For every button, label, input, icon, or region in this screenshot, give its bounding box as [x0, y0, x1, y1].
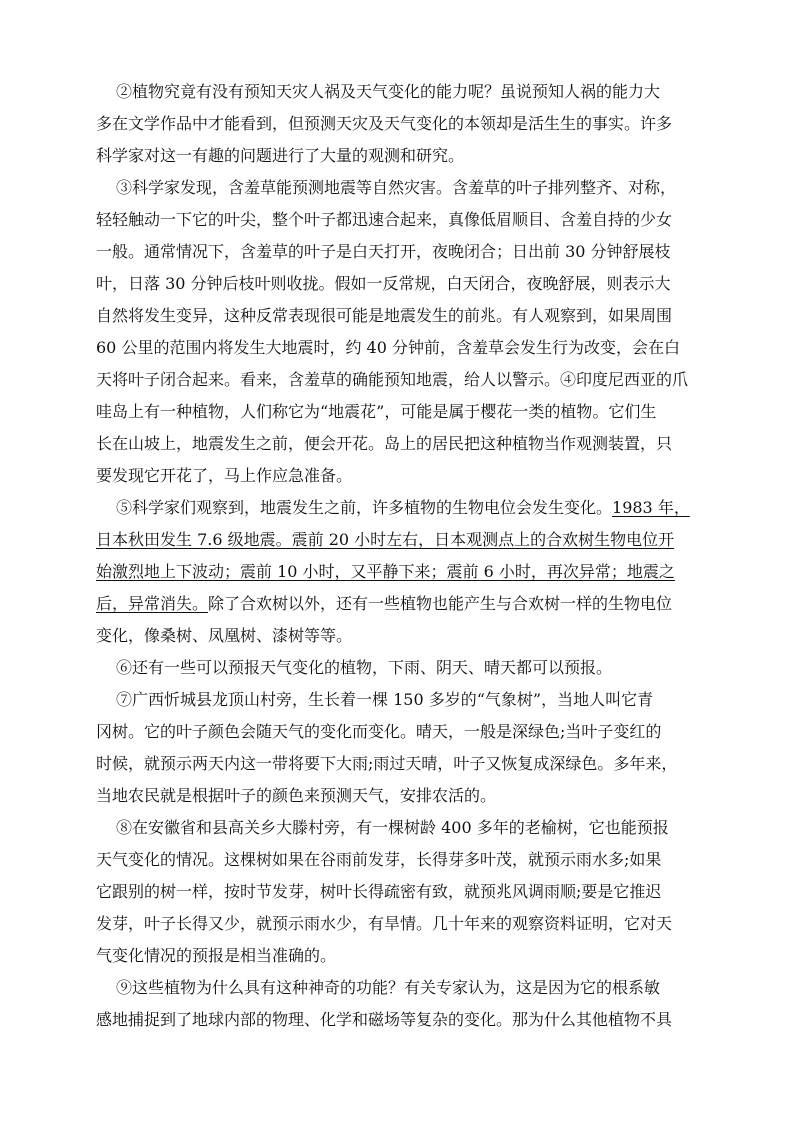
text-line: 一般。通常情况下，含羞草的叶子是白天打开，夜晚闭合；日出前 30 分钟舒展枝 — [96, 242, 671, 261]
paragraph-3 — [96, 172, 712, 492]
text-line: 科学家对这一有趣的问题进行了大量的观测和研究。 — [96, 146, 465, 165]
paragraph-8 — [96, 812, 712, 972]
text-line: 要发现它开花了，马上作应急准备。 — [96, 466, 353, 485]
text-line: ⑥还有一些可以预报天气变化的植物，下雨、阴天、晴天都可以预报。 — [116, 658, 613, 677]
text-line: 叶，日落 30 分钟后枝叶则收拢。假如一反常规，白天闭合，夜晚舒展，则表示大 — [96, 274, 671, 293]
paragraph-9 — [96, 972, 712, 1036]
text-line: 长在山坡上，地震发生之前，便会开花。岛上的居民把这种植物当作观测装置，只 — [96, 434, 673, 453]
paragraph-5 — [96, 492, 712, 652]
text-line: 变化，像桑树、凤凰树、漆树等等。 — [96, 626, 353, 645]
underlined-text: 后，异常消失。 — [96, 594, 209, 613]
text-line — [96, 556, 712, 588]
text-line: 轻轻触动一下它的叶尖，整个叶子都迅速合起来，真像低眉顺目、含羞自持的少女 — [96, 210, 673, 229]
text-line: 感地捕捉到了地球内部的物理、化学和磁场等复杂的变化。那为什么其他植物不具 — [96, 1010, 673, 1029]
text-line: 哇岛上有一种植物，人们称它为“地震花”，可能是属于樱花一类的植物。它们生 — [96, 402, 657, 421]
plain-text: ⑤科学家们观察到，地震发生之前，许多植物的生物电位会发生变化。 — [116, 498, 613, 517]
plain-text: 除了合欢树以外，还有一些植物也能产生与合欢树一样的生物电位 — [208, 594, 673, 613]
text-line: 它跟别的树一样，按时节发芽，树叶长得疏密有致，就预兆风调雨顺;要是它推迟 — [96, 882, 662, 901]
text-line: 多在文学作品中才能看到，但预测天灾及天气变化的本领却是活生生的事实。许多 — [96, 114, 673, 133]
paragraph-6 — [116, 652, 712, 684]
text-line: 发芽，叶子长得又少，就预示雨水少，有旱情。几十年来的观察资料证明，它对天 — [96, 914, 673, 933]
text-line: ⑦广西忻城县龙顶山村旁，生长着一棵 150 多岁的“气象树”，当地人叫它青 — [116, 690, 654, 709]
paragraph-7 — [96, 684, 712, 812]
text-line — [96, 588, 712, 620]
text-line: 时候，就预示两天内这一带将要下大雨;雨过天晴，叶子又恢复成深绿色。多年来， — [96, 754, 678, 773]
text-line: ⑨这些植物为什么具有这种神奇的功能？有关专家认为，这是因为它的根系敏 — [116, 978, 661, 997]
text-line: 天气变化的情况。这棵树如果在谷雨前发芽，长得芽多叶茂，就预示雨水多;如果 — [96, 850, 662, 869]
text-line — [116, 492, 712, 524]
text-line: 气变化情况的预报是相当准确的。 — [96, 946, 337, 965]
underlined-text: 日本秋田发生 7.6 级地震。震前 20 小时左右，日本观测点上的合欢树生物电位开 — [96, 530, 675, 549]
text-line: 60 公里的范围内将发生大地震时，约 40 分钟前，含羞草会发生行为改变，会在白 — [96, 338, 680, 357]
text-line — [96, 524, 712, 556]
text-line: 自然将发生变异，这种反常表现很可能是地震发生的前兆。有人观察到，如果周围 — [96, 306, 673, 325]
text-line: ③科学家发现，含羞草能预测地震等自然灾害。含羞草的叶子排列整齐、对称， — [116, 178, 677, 197]
paragraph-2 — [96, 76, 712, 172]
text-line: 冈树。它的叶子颜色会随天气的变化而变化。晴天，一般是深绿色;当叶子变红的 — [96, 722, 662, 741]
document-page — [96, 76, 712, 1036]
text-line: 天将叶子闭合起来。看来，含羞草的确能预知地震，给人以警示。④印度尼西亚的爪 — [96, 370, 689, 389]
text-line: ②植物究竟有没有预知天灾人祸及天气变化的能力呢？虽说预知人祸的能力大 — [116, 82, 661, 101]
text-line: 当地农民就是根据叶子的颜色来预测天气，安排农活的。 — [96, 786, 497, 805]
text-line: ⑧在安徽省和县高关乡大滕村旁，有一棵树龄 400 多年的老榆树，它也能预报 — [116, 818, 669, 837]
underlined-text: 始激烈地上下波动；震前 10 小时，又平静下来；震前 6 小时，再次异常；地震之 — [96, 562, 675, 581]
underlined-text: 1983 年， — [612, 498, 690, 517]
